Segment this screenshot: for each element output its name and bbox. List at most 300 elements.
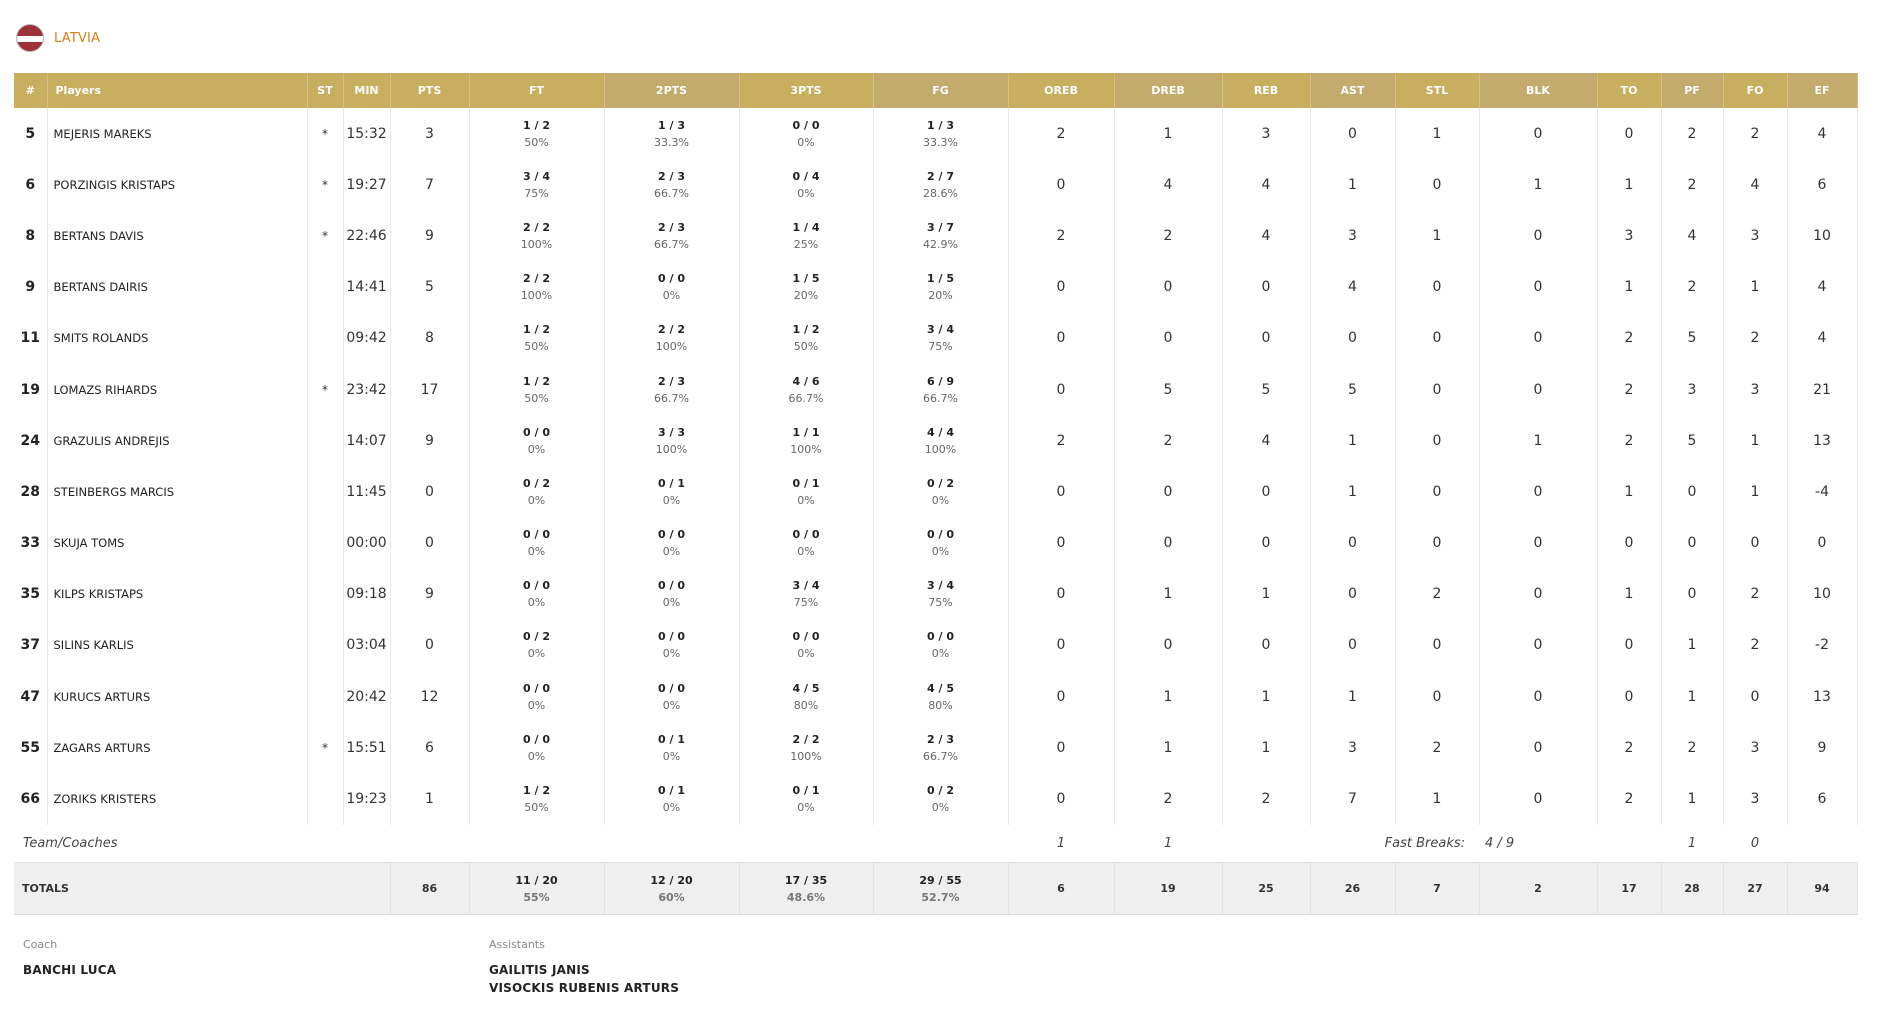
team-to: 1 <box>1687 835 1697 851</box>
player-reb: 3 <box>1222 108 1310 159</box>
player-points: 9 <box>390 210 469 261</box>
column-header[interactable]: FO <box>1723 73 1787 108</box>
player-2pts: 0 / 0 0% <box>604 569 739 620</box>
player-blk: 1 <box>1479 415 1597 466</box>
player-fo: 2 <box>1723 569 1787 620</box>
player-pf: 0 <box>1661 569 1723 620</box>
player-minutes: 15:32 <box>343 108 390 159</box>
player-number: 47 <box>14 671 47 722</box>
player-points: 3 <box>390 108 469 159</box>
player-fo: 3 <box>1723 210 1787 261</box>
player-points: 0 <box>390 620 469 671</box>
totals-oreb: 6 <box>1008 863 1114 915</box>
player-dreb: 0 <box>1114 620 1222 671</box>
player-stl: 2 <box>1395 722 1479 773</box>
player-reb: 2 <box>1222 773 1310 824</box>
player-name-link[interactable]: MEJERIS MAREKS <box>47 108 307 159</box>
player-ft: 0 / 0 0% <box>469 415 604 466</box>
player-2pts: 1 / 3 33.3% <box>604 108 739 159</box>
player-3pts: 0 / 1 0% <box>739 466 873 517</box>
player-stl: 0 <box>1395 313 1479 364</box>
player-to: 1 <box>1597 262 1661 313</box>
table-row <box>14 722 1874 773</box>
player-name-link[interactable]: KILPS KRISTAPS <box>47 569 307 620</box>
player-fg: 1 / 5 20% <box>873 262 1008 313</box>
player-ft: 0 / 2 0% <box>469 620 604 671</box>
assistants-section <box>489 938 679 997</box>
player-name-link[interactable]: KURUCS ARTURS <box>47 671 307 722</box>
player-2pts: 0 / 0 0% <box>604 262 739 313</box>
player-fo: 4 <box>1723 159 1787 210</box>
player-fg: 3 / 4 75% <box>873 569 1008 620</box>
player-minutes: 09:42 <box>343 313 390 364</box>
totals-fo: 27 <box>1723 863 1787 915</box>
totals-fg: 29 / 55 52.7% <box>873 863 1008 915</box>
player-2pts: 0 / 0 0% <box>604 518 739 569</box>
team-name: LATVIA <box>54 30 101 46</box>
player-ef: 4 <box>1787 313 1857 364</box>
player-ft: 1 / 2 50% <box>469 773 604 824</box>
player-ft: 2 / 2 100% <box>469 262 604 313</box>
player-ft: 0 / 0 0% <box>469 671 604 722</box>
player-oreb: 0 <box>1008 159 1114 210</box>
totals-3pts: 17 / 35 48.6% <box>739 863 873 915</box>
player-stl: 0 <box>1395 620 1479 671</box>
player-fo: 3 <box>1723 364 1787 415</box>
player-blk: 1 <box>1479 159 1597 210</box>
player-3pts: 2 / 2 100% <box>739 722 873 773</box>
player-number: 8 <box>14 210 47 261</box>
column-header[interactable]: FT <box>469 73 604 108</box>
table-header-row <box>14 73 1874 108</box>
table-row <box>14 108 1874 159</box>
player-dreb: 5 <box>1114 364 1222 415</box>
player-fg: 3 / 4 75% <box>873 313 1008 364</box>
player-blk: 0 <box>1479 671 1597 722</box>
player-number: 35 <box>14 569 47 620</box>
player-points: 17 <box>390 364 469 415</box>
table-row <box>14 313 1874 364</box>
player-blk: 0 <box>1479 108 1597 159</box>
player-dreb: 0 <box>1114 262 1222 313</box>
player-dreb: 0 <box>1114 466 1222 517</box>
table-row <box>14 210 1874 261</box>
player-ef: 9 <box>1787 722 1857 773</box>
player-reb: 0 <box>1222 313 1310 364</box>
player-minutes: 14:41 <box>343 262 390 313</box>
player-name-link[interactable]: BERTANS DAIRIS <box>47 262 307 313</box>
totals-ft: 11 / 20 55% <box>469 863 604 915</box>
player-stl: 0 <box>1395 466 1479 517</box>
starter-marker <box>307 466 343 517</box>
player-points: 1 <box>390 773 469 824</box>
player-ast: 5 <box>1310 364 1395 415</box>
player-ast: 1 <box>1310 671 1395 722</box>
player-ef: 10 <box>1787 569 1857 620</box>
player-oreb: 0 <box>1008 773 1114 824</box>
column-header[interactable]: STL <box>1395 73 1479 108</box>
player-reb: 4 <box>1222 159 1310 210</box>
player-rows <box>14 108 1874 825</box>
fast-breaks-label: Fast Breaks: <box>1384 835 1465 851</box>
player-fg: 0 / 0 0% <box>873 518 1008 569</box>
column-header[interactable]: PF <box>1661 73 1723 108</box>
player-to: 1 <box>1597 569 1661 620</box>
player-to: 1 <box>1597 159 1661 210</box>
player-oreb: 2 <box>1008 415 1114 466</box>
player-ast: 0 <box>1310 313 1395 364</box>
player-ef: 21 <box>1787 364 1857 415</box>
player-ast: 0 <box>1310 108 1395 159</box>
player-fg: 4 / 5 80% <box>873 671 1008 722</box>
player-dreb: 0 <box>1114 313 1222 364</box>
starter-marker <box>307 620 343 671</box>
player-pf: 2 <box>1661 722 1723 773</box>
player-to: 0 <box>1597 620 1661 671</box>
totals-ast: 26 <box>1310 863 1395 915</box>
player-blk: 0 <box>1479 569 1597 620</box>
starter-marker <box>307 518 343 569</box>
coach-section <box>23 938 116 979</box>
player-minutes: 22:46 <box>343 210 390 261</box>
player-stl: 1 <box>1395 108 1479 159</box>
player-ef: -4 <box>1787 466 1857 517</box>
column-header[interactable]: ST <box>307 73 343 108</box>
player-blk: 0 <box>1479 364 1597 415</box>
player-oreb: 0 <box>1008 569 1114 620</box>
player-fg: 2 / 3 66.7% <box>873 722 1008 773</box>
player-blk: 0 <box>1479 466 1597 517</box>
player-points: 5 <box>390 262 469 313</box>
player-ast: 4 <box>1310 262 1395 313</box>
player-stl: 0 <box>1395 415 1479 466</box>
player-stl: 0 <box>1395 671 1479 722</box>
player-ef: 6 <box>1787 159 1857 210</box>
column-header[interactable]: REB <box>1222 73 1310 108</box>
player-ef: 0 <box>1787 518 1857 569</box>
player-ast: 3 <box>1310 722 1395 773</box>
totals-ef: 94 <box>1787 863 1857 915</box>
player-oreb: 0 <box>1008 620 1114 671</box>
player-ef: -2 <box>1787 620 1857 671</box>
player-ft: 0 / 0 0% <box>469 518 604 569</box>
team-pf: 0 <box>1750 835 1760 851</box>
column-header[interactable]: DREB <box>1114 73 1222 108</box>
player-ft: 1 / 2 50% <box>469 364 604 415</box>
player-points: 7 <box>390 159 469 210</box>
player-number: 5 <box>14 108 47 159</box>
player-oreb: 0 <box>1008 671 1114 722</box>
team-dreb: 1 <box>1163 835 1173 851</box>
player-number: 11 <box>14 313 47 364</box>
player-oreb: 0 <box>1008 262 1114 313</box>
player-pf: 1 <box>1661 671 1723 722</box>
player-ast: 0 <box>1310 518 1395 569</box>
player-name-link[interactable]: PORZINGIS KRISTAPS <box>47 159 307 210</box>
starter-marker: * <box>307 210 343 261</box>
player-oreb: 0 <box>1008 518 1114 569</box>
player-dreb: 2 <box>1114 415 1222 466</box>
player-dreb: 4 <box>1114 159 1222 210</box>
player-stl: 0 <box>1395 518 1479 569</box>
coach-caption: Coach <box>23 938 58 951</box>
assistants-caption: Assistants <box>489 938 545 951</box>
starter-marker: * <box>307 159 343 210</box>
player-stl: 0 <box>1395 159 1479 210</box>
starter-marker <box>307 569 343 620</box>
column-header[interactable]: Players <box>47 73 307 108</box>
player-blk: 0 <box>1479 773 1597 824</box>
player-ast: 7 <box>1310 773 1395 824</box>
player-3pts: 0 / 0 0% <box>739 108 873 159</box>
player-name-link[interactable]: STEINBERGS MARCIS <box>47 466 307 517</box>
player-oreb: 2 <box>1008 108 1114 159</box>
column-header[interactable]: BLK <box>1479 73 1597 108</box>
table-row <box>14 671 1874 722</box>
player-minutes: 15:51 <box>343 722 390 773</box>
fast-breaks-value: 4 / 9 <box>1485 835 1515 851</box>
player-2pts: 0 / 1 0% <box>604 466 739 517</box>
player-to: 0 <box>1597 671 1661 722</box>
totals-reb: 25 <box>1222 863 1310 915</box>
player-reb: 0 <box>1222 620 1310 671</box>
player-reb: 0 <box>1222 262 1310 313</box>
player-fo: 1 <box>1723 466 1787 517</box>
player-dreb: 1 <box>1114 108 1222 159</box>
player-ast: 1 <box>1310 159 1395 210</box>
starter-marker: * <box>307 108 343 159</box>
player-fo: 2 <box>1723 313 1787 364</box>
table-row <box>14 773 1874 824</box>
column-header[interactable]: # <box>14 73 47 108</box>
player-fg: 6 / 9 66.7% <box>873 364 1008 415</box>
assistant-name: VISOCKIS RUBENIS ARTURS <box>489 981 680 995</box>
player-fo: 0 <box>1723 518 1787 569</box>
player-ast: 1 <box>1310 466 1395 517</box>
player-dreb: 2 <box>1114 773 1222 824</box>
player-3pts: 4 / 5 80% <box>739 671 873 722</box>
player-name-link[interactable]: LOMAZS RIHARDS <box>47 364 307 415</box>
player-pf: 0 <box>1661 518 1723 569</box>
player-reb: 4 <box>1222 415 1310 466</box>
player-name-link[interactable]: SKUJA TOMS <box>47 518 307 569</box>
column-header[interactable]: EF <box>1787 73 1857 108</box>
player-stl: 2 <box>1395 569 1479 620</box>
player-number: 33 <box>14 518 47 569</box>
player-ef: 6 <box>1787 773 1857 824</box>
player-to: 2 <box>1597 773 1661 824</box>
player-ast: 0 <box>1310 569 1395 620</box>
totals-pf: 28 <box>1661 863 1723 915</box>
player-number: 55 <box>14 722 47 773</box>
player-2pts: 0 / 0 0% <box>604 671 739 722</box>
starter-marker <box>307 671 343 722</box>
player-ft: 0 / 0 0% <box>469 569 604 620</box>
assistant-name: GAILITIS JANIS <box>489 963 590 977</box>
player-blk: 0 <box>1479 518 1597 569</box>
player-ft: 1 / 2 50% <box>469 313 604 364</box>
player-name-link[interactable]: ZORIKS KRISTERS <box>47 773 307 824</box>
player-reb: 1 <box>1222 569 1310 620</box>
player-blk: 0 <box>1479 313 1597 364</box>
totals-blk: 2 <box>1479 863 1597 915</box>
totals-to: 17 <box>1597 863 1661 915</box>
player-ef: 4 <box>1787 262 1857 313</box>
player-to: 2 <box>1597 722 1661 773</box>
player-dreb: 0 <box>1114 518 1222 569</box>
latvia-flag-icon <box>16 24 44 52</box>
player-minutes: 11:45 <box>343 466 390 517</box>
player-ef: 13 <box>1787 415 1857 466</box>
player-pf: 4 <box>1661 210 1723 261</box>
player-oreb: 0 <box>1008 722 1114 773</box>
player-reb: 4 <box>1222 210 1310 261</box>
player-points: 6 <box>390 722 469 773</box>
player-name-link[interactable]: SILINS KARLIS <box>47 620 307 671</box>
player-pf: 3 <box>1661 364 1723 415</box>
player-name-link[interactable]: GRAZULIS ANDREJIS <box>47 415 307 466</box>
player-2pts: 0 / 1 0% <box>604 773 739 824</box>
player-3pts: 1 / 1 100% <box>739 415 873 466</box>
player-minutes: 09:18 <box>343 569 390 620</box>
player-stl: 0 <box>1395 364 1479 415</box>
team-coaches-label: Team/Coaches <box>23 835 118 851</box>
totals-dreb: 19 <box>1114 863 1222 915</box>
player-3pts: 4 / 6 66.7% <box>739 364 873 415</box>
totals-2pts: 12 / 20 60% <box>604 863 739 915</box>
column-header[interactable]: 3PTS <box>739 73 873 108</box>
player-pf: 2 <box>1661 159 1723 210</box>
column-header[interactable]: AST <box>1310 73 1395 108</box>
column-header[interactable]: PTS <box>390 73 469 108</box>
player-minutes: 14:07 <box>343 415 390 466</box>
player-pf: 1 <box>1661 773 1723 824</box>
player-3pts: 1 / 5 20% <box>739 262 873 313</box>
table-row <box>14 262 1874 313</box>
player-fo: 3 <box>1723 773 1787 824</box>
player-points: 12 <box>390 671 469 722</box>
player-reb: 5 <box>1222 364 1310 415</box>
player-ft: 1 / 2 50% <box>469 108 604 159</box>
player-number: 19 <box>14 364 47 415</box>
team-header <box>16 24 100 52</box>
player-fo: 1 <box>1723 262 1787 313</box>
player-pf: 2 <box>1661 108 1723 159</box>
boxscore-table <box>14 73 1874 915</box>
player-3pts: 0 / 0 0% <box>739 518 873 569</box>
player-pf: 2 <box>1661 262 1723 313</box>
player-fo: 3 <box>1723 722 1787 773</box>
player-ft: 3 / 4 75% <box>469 159 604 210</box>
player-pf: 0 <box>1661 466 1723 517</box>
player-blk: 0 <box>1479 620 1597 671</box>
player-blk: 0 <box>1479 210 1597 261</box>
player-to: 2 <box>1597 415 1661 466</box>
player-number: 6 <box>14 159 47 210</box>
player-2pts: 2 / 3 66.7% <box>604 159 739 210</box>
player-pf: 5 <box>1661 313 1723 364</box>
player-ft: 0 / 2 0% <box>469 466 604 517</box>
player-ef: 4 <box>1787 108 1857 159</box>
player-to: 1 <box>1597 466 1661 517</box>
player-to: 0 <box>1597 518 1661 569</box>
player-minutes: 19:27 <box>343 159 390 210</box>
team-coaches-row <box>14 825 1874 863</box>
player-reb: 1 <box>1222 722 1310 773</box>
player-ef: 13 <box>1787 671 1857 722</box>
player-3pts: 3 / 4 75% <box>739 569 873 620</box>
player-points: 0 <box>390 466 469 517</box>
player-reb: 0 <box>1222 466 1310 517</box>
player-to: 2 <box>1597 313 1661 364</box>
player-dreb: 1 <box>1114 722 1222 773</box>
player-ft: 2 / 2 100% <box>469 210 604 261</box>
totals-row <box>14 863 1874 915</box>
starter-marker <box>307 415 343 466</box>
column-header[interactable]: FG <box>873 73 1008 108</box>
totals-label: TOTALS <box>14 863 390 915</box>
column-header[interactable]: TO <box>1597 73 1661 108</box>
player-name-link[interactable]: BERTANS DAVIS <box>47 210 307 261</box>
table-row <box>14 569 1874 620</box>
player-oreb: 2 <box>1008 210 1114 261</box>
player-minutes: 20:42 <box>343 671 390 722</box>
player-fg: 4 / 4 100% <box>873 415 1008 466</box>
player-oreb: 0 <box>1008 466 1114 517</box>
player-ast: 1 <box>1310 415 1395 466</box>
player-name-link[interactable]: ZAGARS ARTURS <box>47 722 307 773</box>
table-row <box>14 415 1874 466</box>
player-2pts: 0 / 1 0% <box>604 722 739 773</box>
starter-marker: * <box>307 722 343 773</box>
player-fg: 0 / 2 0% <box>873 773 1008 824</box>
player-minutes: 00:00 <box>343 518 390 569</box>
player-number: 24 <box>14 415 47 466</box>
starter-marker: * <box>307 364 343 415</box>
player-fg: 1 / 3 33.3% <box>873 108 1008 159</box>
column-header[interactable]: OREB <box>1008 73 1114 108</box>
column-header[interactable]: MIN <box>343 73 390 108</box>
player-pf: 1 <box>1661 620 1723 671</box>
player-minutes: 19:23 <box>343 773 390 824</box>
player-points: 8 <box>390 313 469 364</box>
player-name-link[interactable]: SMITS ROLANDS <box>47 313 307 364</box>
player-ef: 10 <box>1787 210 1857 261</box>
player-number: 37 <box>14 620 47 671</box>
player-number: 9 <box>14 262 47 313</box>
player-fg: 0 / 2 0% <box>873 466 1008 517</box>
player-to: 2 <box>1597 364 1661 415</box>
player-to: 0 <box>1597 108 1661 159</box>
starter-marker <box>307 313 343 364</box>
player-3pts: 0 / 1 0% <box>739 773 873 824</box>
player-2pts: 2 / 3 66.7% <box>604 210 739 261</box>
starter-marker <box>307 773 343 824</box>
player-reb: 1 <box>1222 671 1310 722</box>
player-stl: 0 <box>1395 262 1479 313</box>
starter-marker <box>307 262 343 313</box>
player-oreb: 0 <box>1008 364 1114 415</box>
player-fo: 1 <box>1723 415 1787 466</box>
table-row <box>14 159 1874 210</box>
player-2pts: 3 / 3 100% <box>604 415 739 466</box>
column-header[interactable]: 2PTS <box>604 73 739 108</box>
player-ft: 0 / 0 0% <box>469 722 604 773</box>
player-minutes: 23:42 <box>343 364 390 415</box>
player-minutes: 03:04 <box>343 620 390 671</box>
player-oreb: 0 <box>1008 313 1114 364</box>
player-fg: 3 / 7 42.9% <box>873 210 1008 261</box>
